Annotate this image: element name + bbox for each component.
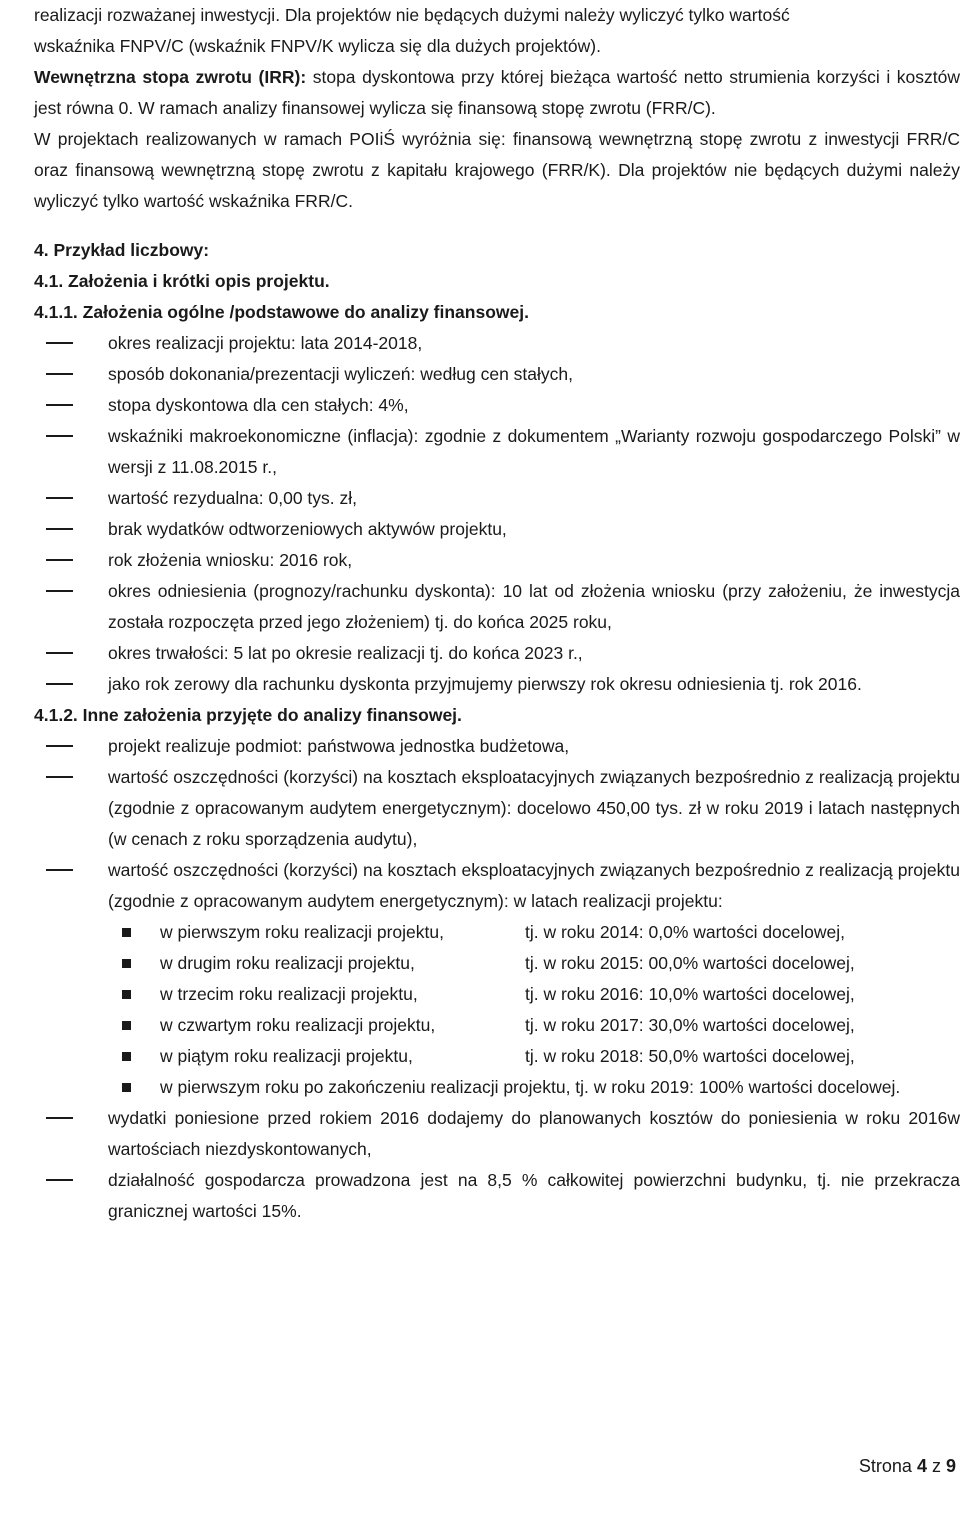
intro-line-1: realizacji rozważanej inwestycji. Dla projektów nie będących dużymi należy wyliczyć tylko wartość bbox=[34, 5, 790, 25]
list-item: projekt realizuje podmiot: państwowa jednostka budżetowa, bbox=[34, 731, 960, 762]
year-value: tj. w roku 2016: 10,0% wartości docelowej, bbox=[525, 984, 855, 1004]
page-footer bbox=[859, 1456, 956, 1477]
intro-line-2: wskaźnika FNPV/C (wskaźnik FNPV/K wylicza się dla dużych projektów). bbox=[34, 36, 601, 56]
year-label: w trzecim roku realizacji projektu, bbox=[160, 984, 418, 1004]
year-item bbox=[34, 917, 960, 948]
year-label: w drugim roku realizacji projektu, bbox=[160, 953, 415, 973]
irr-paragraph bbox=[34, 62, 960, 124]
list-item: działalność gospodarcza prowadzona jest na 8,5 % całkowitej powierzchni budynku, tj. nie przekracza granicznej wartości 15%. bbox=[34, 1165, 960, 1227]
page-total: 9 bbox=[945, 1456, 956, 1476]
section-heading-4-1-1: 4.1.1. Założenia ogólne /podstawowe do analizy finansowej. bbox=[34, 302, 529, 322]
year-value: tj. w roku 2017: 30,0% wartości docelowej, bbox=[525, 1015, 855, 1035]
year-label: w pierwszym roku realizacji projektu, bbox=[160, 922, 444, 942]
section-heading-4: 4. Przykład liczbowy: bbox=[34, 240, 210, 260]
section-heading-4-1-2: 4.1.2. Inne założenia przyjęte do analizy finansowej. bbox=[34, 705, 462, 725]
irr-definition: stopa dyskontowa przy której bieżąca wartość netto strumienia korzyści i kosztów jest równa 0. W ramach analizy finansowej wylicza się finansową stopę zwrotu (FRR/C). bbox=[34, 67, 960, 118]
list-item: wydatki poniesione przed rokiem 2016 dodajemy do planowanych kosztów do poniesienia w roku 2016w wartościach niezdyskontowanych, bbox=[34, 1103, 960, 1165]
list-item: wartość oszczędności (korzyści) na kosztach eksploatacyjnych związanych bezpośrednio z realizacją projektu (zgodnie z opracowanym audytem energetycznym): docelowo 450,00 tys. zł w roku 2019 i latach następnych (w cenach z roku sporządzenia audytu), bbox=[34, 762, 960, 855]
list-item: sposób dokonania/prezentacji wyliczeń: według cen stałych, bbox=[34, 359, 960, 390]
list-item: okres trwałości: 5 lat po okresie realizacji tj. do końca 2023 r., bbox=[34, 638, 960, 669]
document-page bbox=[34, 0, 960, 1227]
other-assumptions-list-continued bbox=[34, 1103, 960, 1227]
year-item bbox=[34, 1010, 960, 1041]
year-value: tj. w roku 2014: 0,0% wartości docelowej, bbox=[525, 922, 846, 942]
year-item bbox=[34, 948, 960, 979]
list-item bbox=[34, 855, 960, 917]
year-label: w piątym roku realizacji projektu, bbox=[160, 1046, 413, 1066]
year-item: w pierwszym roku po zakończeniu realizacji projektu, tj. w roku 2019: 100% wartości docelowej. bbox=[34, 1072, 960, 1103]
irr-term: Wewnętrzna stopa zwrotu (IRR): bbox=[34, 67, 307, 87]
year-value: tj. w roku 2018: 50,0% wartości docelowej, bbox=[525, 1046, 855, 1066]
year-value: tj. w roku 2015: 00,0% wartości docelowej, bbox=[525, 953, 855, 973]
page-number: 4 bbox=[916, 1456, 927, 1476]
list-item: wskaźniki makroekonomiczne (inflacja): zgodnie z dokumentem „Warianty rozwoju gospodarczego Polski” w wersji z 11.08.2015 r., bbox=[34, 421, 960, 483]
footer-separator: z bbox=[926, 1456, 946, 1476]
list-item: okres odniesienia (prognozy/rachunku dyskonta): 10 lat od złożenia wniosku (przy założeniu, że inwestycja została rozpoczęta przed jego złożeniem) tj. do końca 2025 roku, bbox=[34, 576, 960, 638]
poiis-paragraph: W projektach realizowanych w ramach POIiŚ wyróżnia się: finansową wewnętrzną stopę zwrotu z inwestycji FRR/C oraz finansową wewnętrzną stopę zwrotu z kapitału krajowego (FRR/K). Dla projektów nie będących dużymi należy wyliczyć tylko wartość wskaźnika FRR/C. bbox=[34, 129, 960, 211]
other-assumptions-list bbox=[34, 731, 960, 917]
list-item: okres realizacji projektu: lata 2014-2018, bbox=[34, 328, 960, 359]
yearly-savings-list bbox=[34, 917, 960, 1103]
list-item: brak wydatków odtworzeniowych aktywów projektu, bbox=[34, 514, 960, 545]
year-label: w czwartym roku realizacji projektu, bbox=[160, 1015, 436, 1035]
list-item-text: wartość oszczędności (korzyści) na kosztach eksploatacyjnych związanych bezpośrednio z realizacją projektu (zgodnie z opracowanym audytem energetycznym): w latach realizacji projektu: bbox=[108, 860, 960, 911]
list-item: rok złożenia wniosku: 2016 rok, bbox=[34, 545, 960, 576]
list-item: wartość rezydualna: 0,00 tys. zł, bbox=[34, 483, 960, 514]
footer-prefix: Strona bbox=[858, 1456, 917, 1476]
general-assumptions-list bbox=[34, 328, 960, 700]
list-item: stopa dyskontowa dla cen stałych: 4%, bbox=[34, 390, 960, 421]
section-heading-4-1: 4.1. Założenia i krótki opis projektu. bbox=[34, 271, 330, 291]
year-item bbox=[34, 1041, 960, 1072]
list-item: jako rok zerowy dla rachunku dyskonta przyjmujemy pierwszy rok okresu odniesienia tj. rok 2016. bbox=[34, 669, 960, 700]
year-item bbox=[34, 979, 960, 1010]
